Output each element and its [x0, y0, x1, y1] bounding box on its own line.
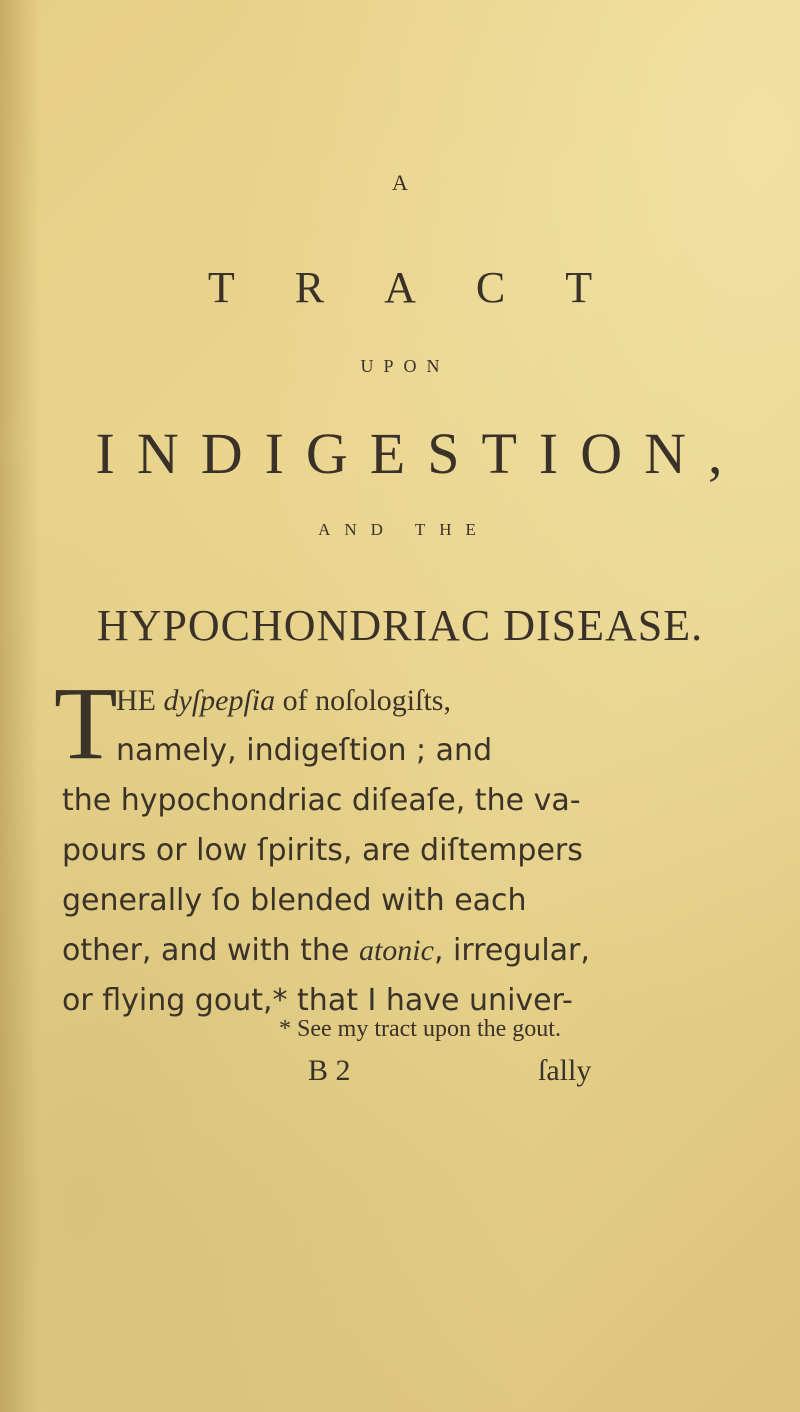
title-article: A: [392, 170, 408, 195]
body-line-6-start: other, and with the: [62, 933, 359, 968]
page-edge-shadow: [0, 0, 40, 1412]
title-indigestion: INDIGESTION,: [95, 421, 745, 486]
body-text: [54, 666, 662, 1026]
body-line-6-italic: atonic: [358, 934, 434, 967]
title-hypochondriac-disease: HYPOCHONDRIAC DISEASE.: [96, 601, 704, 650]
body-line-5: generally ſo blended with each: [62, 883, 527, 918]
title-tract: TRACT: [207, 263, 653, 312]
body-line-6-end: , irregular,: [433, 933, 590, 968]
body-line-4: pours or low ſpirits, are diſtempers: [62, 833, 583, 868]
body-line-1-italic: dyſpepſia: [163, 684, 276, 717]
drop-cap: T: [54, 666, 118, 781]
catchword: ſally: [538, 1054, 592, 1087]
signature-mark: B 2: [308, 1054, 351, 1087]
body-line-1: [62, 676, 662, 726]
body-line-6: [62, 926, 662, 976]
body-line-1-start: HE: [116, 684, 164, 717]
body-line-7: or flying gout,* that I have univer-: [62, 983, 573, 1018]
body-line-3: the hypochondriac diſeaſe, the va-: [62, 783, 581, 818]
title-and-the: AND THE: [318, 520, 490, 539]
footnote: * See my tract upon the gout.: [279, 1016, 561, 1042]
title-upon: UPON: [360, 356, 450, 376]
body-line-1-end: of noſologiſts,: [275, 684, 451, 717]
body-line-2: namely, indigeſtion ; and: [116, 733, 493, 768]
